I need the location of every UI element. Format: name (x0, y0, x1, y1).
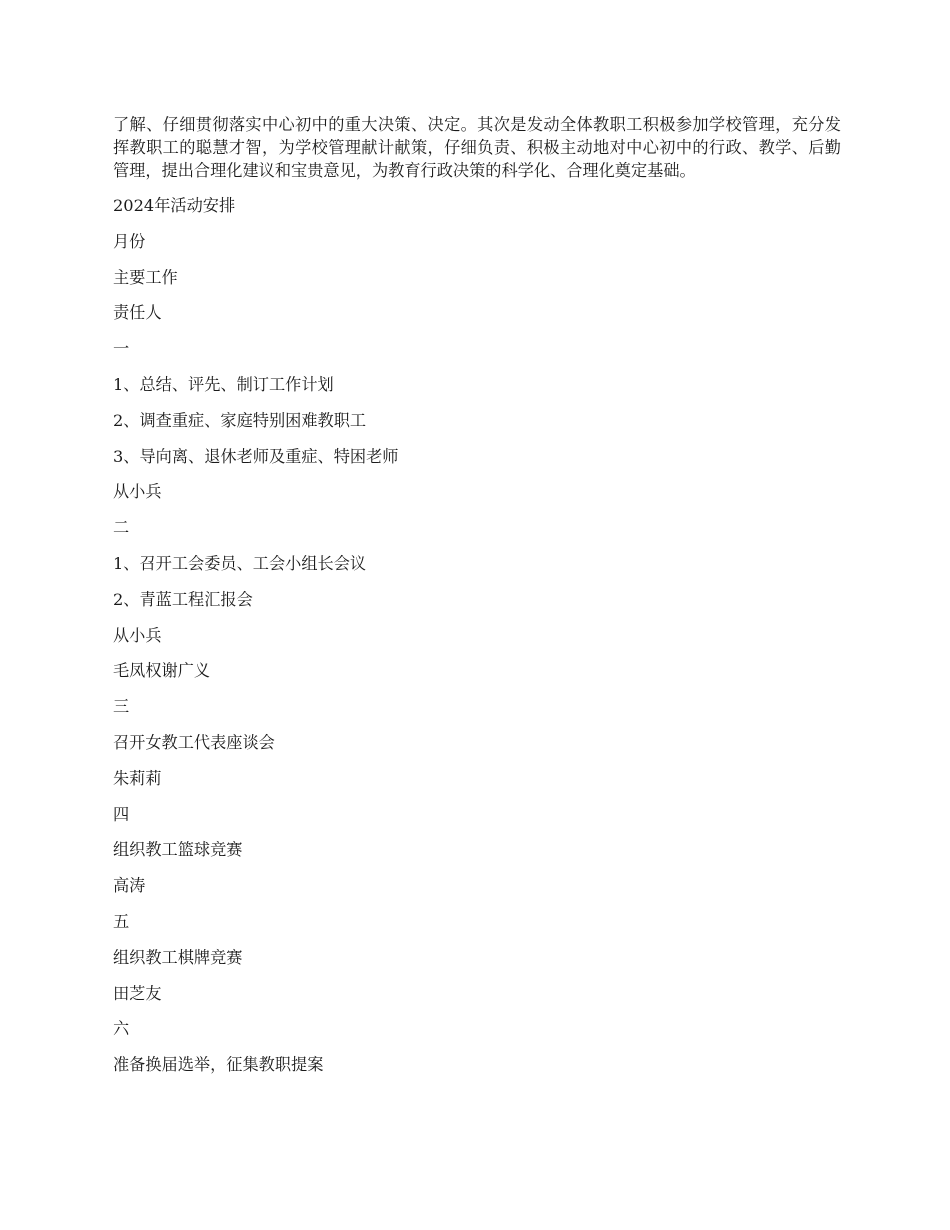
work-item: 组织教工篮球竞赛 (113, 840, 243, 860)
responsible-person: 田芝友 (113, 983, 162, 1003)
responsible-person: 毛凤权谢广义 (113, 661, 211, 681)
month-label: 三 (113, 697, 130, 717)
responsible-person: 高涛 (113, 876, 146, 896)
responsible-person: 朱莉莉 (113, 768, 162, 788)
header-month: 月份 (113, 231, 146, 251)
work-item: 召开女教工代表座谈会 (113, 732, 275, 752)
work-item: 准备换届选举，征集教职提案 (113, 1055, 324, 1075)
responsible-person: 从小兵 (113, 482, 162, 502)
work-item: 2、青蓝工程汇报会 (113, 589, 253, 609)
work-item: 2、调查重症、家庭特别困难教职工 (113, 410, 367, 430)
work-item: 组织教工棋牌竞赛 (113, 947, 243, 967)
header-responsible: 责任人 (113, 303, 162, 323)
month-label: 四 (113, 804, 130, 824)
work-item: 1、总结、评先、制订工作计划 (113, 374, 334, 394)
month-label: 五 (113, 911, 130, 931)
work-item: 3、导向离、退休老师及重症、特困老师 (113, 446, 399, 466)
month-label: 二 (113, 518, 130, 538)
intro-paragraph: 了解、仔细贯彻落实中心初中的重大决策、决定。其次是发动全体教职工积极参加学校管理，充分发挥教职工的聪慧才智，为学校管理献计献策，仔细负责、积极主动地对中心初中的行政、教学、后勤管理，提出合理化建议和宝贵意见，为教育行政决策的科学化、合理化奠定基础。 (113, 115, 841, 180)
document-page (113, 113, 841, 1076)
month-label: 六 (113, 1019, 130, 1039)
activity-list (113, 230, 841, 1076)
month-label: 一 (113, 339, 130, 359)
responsible-person: 从小兵 (113, 625, 162, 645)
header-main-work: 主要工作 (113, 267, 178, 287)
section-title: 2024年活动安排 (113, 196, 236, 215)
work-item: 1、召开工会委员、工会小组长会议 (113, 553, 367, 573)
